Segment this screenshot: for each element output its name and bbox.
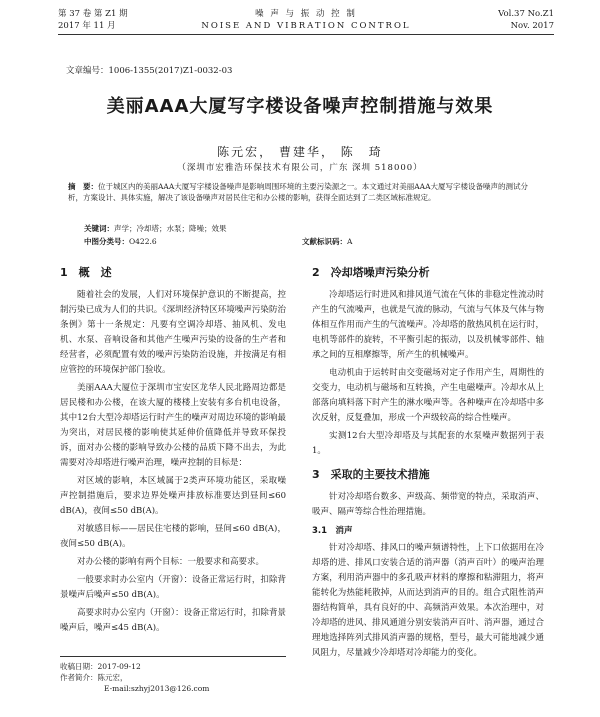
paragraph: 随着社会的发展，人们对环境保护意识的不断提高，控制污染已成为人们的共识。《深圳经济特区环境噪声污染防治条例》第十一条规定：凡要有空调冷却塔、抽风机、发电机、水泵、音响设备和其他产生噪声污染的设备的生产者和经营者，必须配置有效的噪声污染防治设施，并按满足有相应管控的环境保护部门验收。 [60, 290, 286, 375]
keywords-label: 关键词： [84, 224, 114, 233]
subsection-heading: 3.1 消声 [312, 526, 353, 536]
volume-en: Vol.37 No.Z1 [498, 9, 554, 19]
section-heading: 3 采取的主要技术措施 [312, 468, 430, 481]
abstract-text: 位于城区内的美丽AAA大厦写字楼设备噪声是影响周围环境的主要污染源之一。本文通过对美丽AAA大厦写字楼设备噪声的测试分析，方案设计、具体实施，解决了该设备噪声对居民住宅和办公楼的影响，获得全面达到了二类区域标准规定。 [68, 182, 528, 202]
authors: 陈元宏， 曹建华， 陈 琦 [217, 145, 383, 159]
article-number: 文章编号：1006-1355(2017)Z1-0032-03 [66, 66, 233, 76]
paragraph: 针对冷却塔、排风口的噪声频谱特性，上下口依据用在冷却塔的进、排风口安装合适的消声器（消声百叶）的噪声治理方案，利用消声器中的多孔吸声材料的摩擦和粘滞阻力，将声能转化为热能耗散掉，从而达到消声的目的。组合式阻性消声器结构简单，具有良好的中、高频消声效果。本次治理中，对冷却塔的进风、排风通道分别安装消声百叶、消声器，通过合理地选择阵列式排风消声器的规格，型号，最大可能地减少通风阻力，尽量减少冷却塔对冷却能力的变化。 [312, 543, 544, 658]
date-cn: 2017 年 11 月 [58, 21, 116, 31]
header-center [58, 8, 554, 32]
clc-value: O422.6 [129, 237, 157, 246]
paragraph: 冷却塔运行时进风和排风道气流在气体的非稳定性流动时产生的气流噪声，也就是气流的脉动，气流与气体及气体与物体相互作用而产生的气流噪声。冷却塔的散热风机在运行时，电机等部件的旋转，不平衡引起的振动，以及机械零部件、轴承之间的互相摩擦等，所产生的机械噪声。 [312, 290, 544, 360]
journal-cn: 噪 声 与 振 动 控 制 [255, 9, 357, 19]
section-heading: 1 概 述 [60, 266, 112, 279]
journal-en: NOISE AND VIBRATION CONTROL [201, 21, 411, 31]
footnote [60, 656, 286, 694]
abstract [68, 181, 534, 203]
running-header [58, 8, 554, 34]
paragraph: 美丽AAA大厦位于深圳市宝安区龙华人民北路周边都是居民楼和办公楼，在该大厦的楼楼上安装有多台机电设备，其中12台大型冷却塔运行时产生的噪声对周边环境的影响最为突出，对居民楼的影响使其延伸价值降低并导致环保投诉，面对办公楼的影响导致办公楼的品质下降不出去，为此需要对冷却塔进行噪声治理，噪声控制的目标是： [60, 383, 286, 468]
paragraph: 一般要求时办公室内（开窗）：设备正常运行时，扣除背景噪声后噪声≤50 dB(A)。 [60, 575, 286, 600]
section-heading: 2 冷却塔噪声污染分析 [312, 266, 430, 279]
doc-code-value: A [347, 237, 353, 246]
left-column [60, 265, 286, 639]
paragraph: 针对冷却塔台数多、声级高、频带宽的特点，采取消声、吸声、隔声等综合性治理措施。 [312, 492, 544, 517]
paragraph: 实测12台大型冷却塔及与其配套的水泵噪声数据列于表1。 [312, 431, 544, 456]
author-bio: 作者简介：陈元宏， [60, 673, 128, 682]
volume-cn: 第 37 卷 第 Z1 期 [58, 9, 128, 19]
affiliation: （深圳市宏雅浩环保技术有限公司，广东 深圳 518000） [177, 163, 423, 173]
paper-title: 美丽AAA大厦写字楼设备噪声控制措施与效果 [106, 96, 494, 117]
paragraph: 对区域的影响，本区域属于2类声环境功能区，采取噪声控制措施后，要求边界处噪声排放标准要达到昼间≤60 dB(A)，夜间≤50 dB(A)。 [60, 476, 286, 516]
author-email: E-mail:szhyj2013@126.com [104, 684, 210, 693]
doc-code [302, 236, 352, 247]
paragraph: 高要求时办公室内（开窗）：设备正常运行时，扣除背景噪声后，噪声≤45 dB(A)。 [60, 608, 286, 633]
header-rule [58, 34, 554, 35]
keywords-text: 声学；冷却塔；水泵；降噪；效果 [114, 224, 227, 233]
paragraph: 对办公楼的影响有两个目标：一般要求和高要求。 [77, 557, 265, 567]
paragraph: 对敏感目标——居民住宅楼的影响，昼间≤60 dB(A)，夜间≤50 dB(A)。 [60, 524, 286, 549]
keywords [84, 223, 227, 234]
paragraph: 电动机由于运转时由交变磁场对定子作用产生，周期性的交变力，电动机与磁场和互转换，产生电磁噪声。冷却水从上部落向填料落下时产生的淋水噪声等。各种噪声在冷却塔中多次反射，反复叠加，形成一个声级较高的综合性噪声。 [312, 368, 544, 423]
classification [84, 236, 353, 247]
date-en: Nov. 2017 [510, 21, 554, 31]
clc-label: 中图分类号： [84, 237, 129, 246]
abstract-label: 摘 要： [68, 182, 98, 191]
doc-code-label: 文献标识码： [302, 237, 347, 246]
received-date: 收稿日期：2017-09-12 [60, 662, 141, 671]
header-right [498, 8, 554, 32]
right-column [312, 265, 544, 664]
